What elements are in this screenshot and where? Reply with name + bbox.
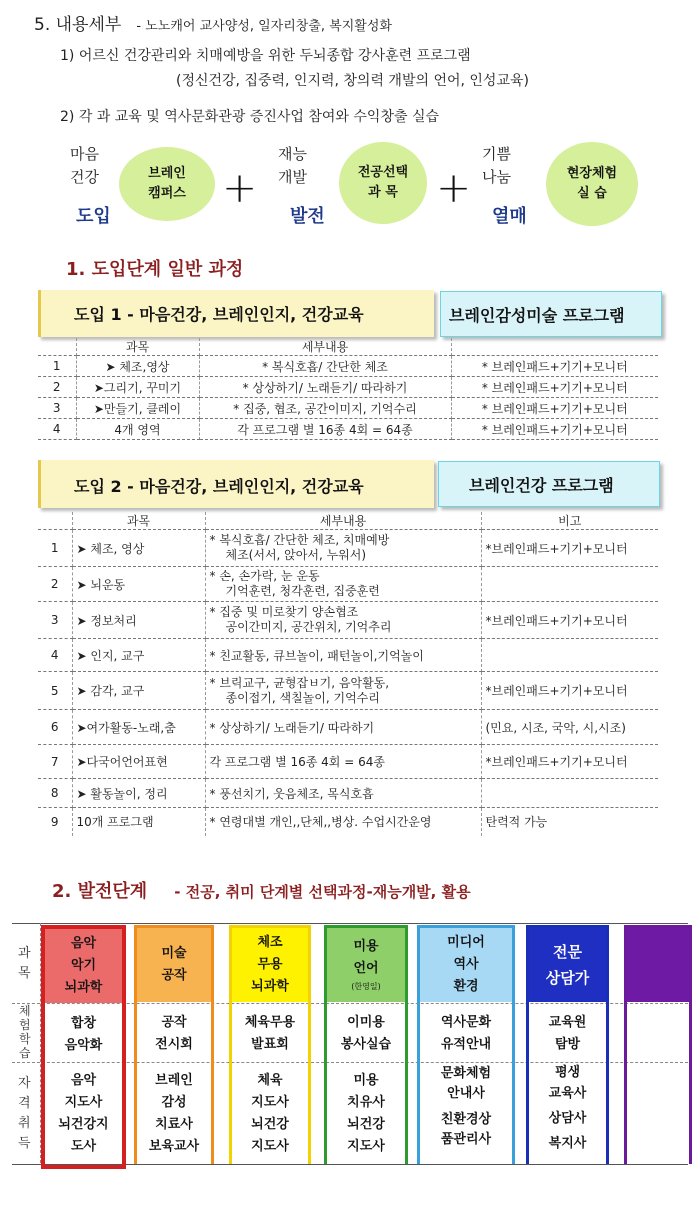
col-header-note: 비고 [481,512,658,530]
content-line-1b: (정신건강, 집중력, 인지력, 창의력 개발의 언어, 인성교육) [176,73,529,89]
table-row: 8 ➤ 활동놀이, 정리 * 풍선치기, 웃음체조, 목식호흡 [38,779,658,808]
section-2-heading [52,877,471,903]
table-row: 9 10개 프로그램 * 연령대별 개인,,단체,,병상. 수업시간운영 탄력적 가능 [38,808,658,836]
major-certificate: 음악 지도사 뇌건강지 도사 [58,1073,109,1154]
table-row: 1 ➤ 체조, 영상 * 복식호흡/ 간단한 체조, 치매예방 체조(서서, 앉아서, 누워서) *브레인패드+기기+모니터 [38,530,658,567]
major-column-media [417,925,515,1164]
table-row: 3 ➤ 정보처리 * 집중 및 미로찾기 양손협조 공이간미지, 공간위치, 기억추리 *브레인패드+기기+모니터 [38,602,658,639]
intro-1-banner-text: 도입 1 - 마음건강, 브레인인지, 건강교육 [74,305,364,324]
stage-2-mid: 개발 [278,168,307,186]
content-line-1: 1) 어르신 건강관리와 치매예방을 위한 두뇌종합 강사훈련 프로그램 [60,48,471,64]
stage-2-name: 발전 [290,206,325,227]
col-header-subject: 과목 [72,512,205,530]
major-experience: 공작 전시회 [155,1015,193,1052]
section-title: 5. 내용세부 [34,15,122,35]
section-1-title: 1. 도입단계 일반 과정 [66,259,244,280]
stage-2-top: 재능 [278,145,307,163]
major-certificate: 미용 치유사 뇌건강 지도사 [347,1073,385,1154]
table-header-row [38,512,658,530]
major-experience: 체육무용 발표회 [244,1015,296,1052]
major-experience: 교육원 탐방 [548,1015,587,1052]
section-header [34,10,392,35]
major-title: 미용 언어 (한영일) [327,928,405,1002]
intro-2-table [38,512,658,836]
table-row: 4 ➤ 인지, 교구 * 친교활동, 큐브놀이, 패턴놀이,기억놀이 [38,639,658,672]
intro-2-banner-text: 도입 2 - 마음건강, 브레인인지, 건강교육 [74,477,364,496]
row-label-experience: 체 험 학 습 [19,1004,31,1060]
major-column-extra [624,925,692,1164]
table-row: 3 ➤만들기, 클레이 * 집중, 협조, 공간이미지, 기억수리 * 브레인패드+기기+모니터 [38,398,658,419]
major-title: 미디어 역사 환경 [420,928,512,1002]
intro-1-banner-right-text: 브레인감성미술 프로그램 [449,306,625,325]
table-header-row [38,338,658,356]
stage-1-labels [70,143,99,189]
major-column-dance [229,925,311,1164]
major-experience: 이미용 봉사실습 [340,1015,392,1052]
table-row: 1 ➤ 체조,영상 * 복식호흡/ 간단한 체조 * 브레인패드+기기+모니터 [38,356,658,377]
stage-3-top: 기쁨 [482,145,511,163]
intro-1-banner [38,290,434,337]
stage-2-circle: 전공선택 과 목 [339,142,427,224]
table-row: 7 ➤다국어언어표현 각 프로그램 별 16종 4회 = 64종 *브레인패드+기기+모니터 [38,745,658,779]
stage-1-top: 마음 [70,145,99,163]
stage-1-circle: 브레인 캠퍼스 [119,147,215,221]
row-label-certificate: 자 격 취 득 [18,1076,31,1151]
major-title [627,928,689,1002]
col-header-detail: 세부내용 [205,512,481,530]
section-2-title: 2. 발전단계 [52,881,148,902]
content-line-2: 2) 각 과 교육 및 역사문화관광 증진사업 참여와 수익창출 실습 [60,109,439,125]
intro-1-table [38,338,658,440]
stage-3-name: 열매 [492,206,527,227]
major-column-art [134,925,214,1164]
major-certificate: 브레인 감성 치료사 보육교사 [148,1073,200,1154]
intro-2-banner [38,460,434,508]
table-row: 2 ➤그리기, 꾸미기 * 상상하기/ 노래듣기/ 따라하기 * 브레인패드+기기+모니터 [38,377,658,398]
section-2-subtitle: - 전공, 취미 단계별 선택과정-재능개발, 활용 [174,883,471,901]
major-experience: 합창 음악화 [64,1016,103,1053]
table-row: 5 ➤ 감각, 교구 * 브릭교구, 균형잡ㅂ기, 음악활동, 종이접기, 색칠놀이, 기억수리 *브레인패드+기기+모니터 [38,672,658,710]
intro-2-banner-right-text: 브레인건강 프로그램 [469,476,614,495]
table-row: 6 ➤여가활동-노래,춤 * 상상하기/ 노래듣기/ 따라하기 (민요, 시조, 국악, 시,시조) [38,710,658,745]
row-label-subject: 과 목 [18,946,31,981]
plus-icon: + [436,163,472,212]
stage-2-labels [278,143,307,189]
col-header-detail: 세부내용 [199,338,451,356]
plus-icon: + [222,163,258,212]
table-row: 4 4개 영역 각 프로그램 별 16종 4회 = 64종 * 브레인패드+기기+모니터 [38,419,658,440]
major-title: 체조 무용 뇌과학 [232,928,308,1002]
major-title: 미술 공작 [137,928,211,1002]
stage-3-circle: 현장체험 실 습 [546,142,638,226]
intro-1-banner-right [440,291,662,337]
major-column-counsel [526,925,609,1164]
major-title: 전문 상담가 [529,928,606,1002]
stage-3-mid: 나눔 [482,168,511,186]
stage-1-mid: 건강 [70,168,99,186]
major-column-beauty [324,925,408,1164]
major-certificate: 평생 교육사 상담사 복지사 [548,1065,587,1151]
major-column-music [41,925,126,1169]
major-certificate: 체육 지도사 뇌건강 지도사 [251,1073,289,1154]
major-title: 음악 악기 뇌과학 [45,929,122,1003]
section-subtitle: - 노노캐어 교사양성, 일자리창출, 복지활성화 [136,19,392,34]
table-row: 2 ➤ 뇌운동 * 손, 손가락, 눈 운동 기억훈련, 청각훈련, 집중훈련 [38,567,658,602]
intro-2-banner-right [438,461,660,507]
major-certificate: 문화체험 안내사 친환경상 품관리사 [440,1066,492,1147]
major-experience: 역사문화 유적안내 [440,1015,492,1052]
stage-3-labels [482,143,511,189]
stage-1-name: 도입 [76,206,111,227]
col-header-subject: 과목 [76,338,199,356]
